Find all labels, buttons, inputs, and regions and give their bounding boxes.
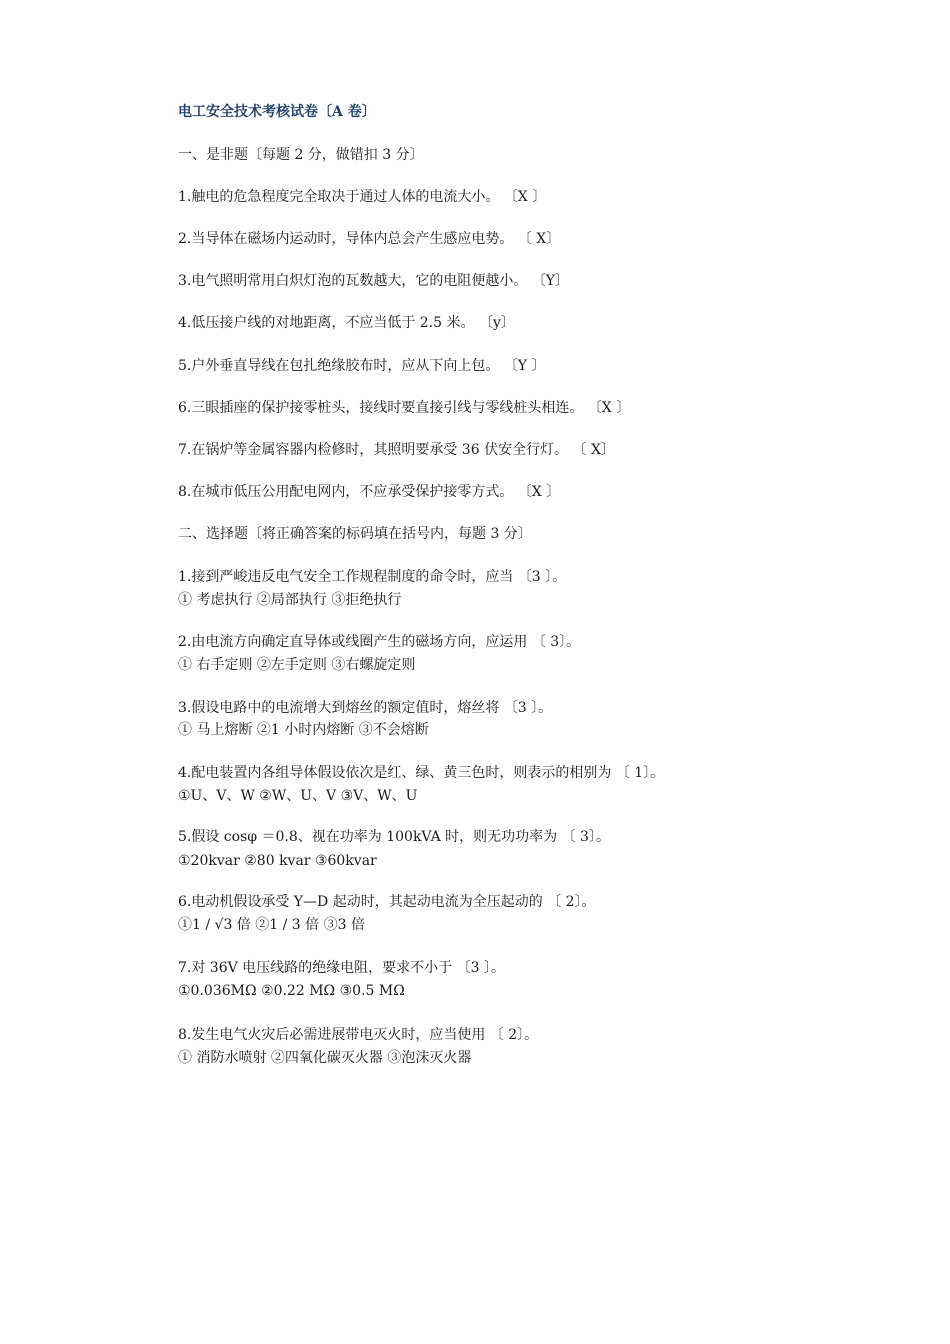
true-false-item-5: 5.户外垂直导线在包扎绝缘胶布时，应从下向上包。 〔Y 〕	[178, 358, 546, 374]
choice-question-3: 3.假设电路中的电流增大到熔丝的额定值时，熔丝将 〔3 〕。	[178, 700, 553, 716]
choice-question-5: 5.假设 cosφ ＝0.8、视在功率为 100kVA 时，则无功功率为 〔 3〕。	[178, 829, 610, 845]
true-false-item-3: 3.电气照明常用白炽灯泡的瓦数越大，它的电阻便越小。 〔Y〕	[178, 273, 570, 289]
choice-options-5: ①20kvar ②80 kvar ③60kvar	[178, 853, 377, 869]
choice-options-3: ① 马上熔断 ②1 小时内熔断 ③不会熔断	[178, 722, 429, 738]
choice-question-8: 8.发生电气火灾后必需进展带电灭火时，应当使用 〔 2〕。	[178, 1027, 539, 1043]
choice-options-2: ① 右手定则 ②左手定则 ③右螺旋定则	[178, 657, 416, 673]
true-false-item-7: 7.在锅炉等金属容器内检修时，其照明要承受 36 伏安全行灯。 〔 X〕	[178, 442, 615, 458]
choice-options-1: ① 考虑执行 ②局部执行 ③拒绝执行	[178, 592, 402, 608]
choice-options-4: ①U、V、W ②W、U、V ③V、W、U	[178, 788, 418, 804]
choice-options-8: ① 消防水喷射 ②四氧化碳灭火器 ③泡沫灭火器	[178, 1050, 472, 1066]
choice-options-6: ①1 / √3 倍 ②1 / 3 倍 ③3 倍	[178, 917, 365, 933]
true-false-item-4: 4.低压接户线的对地距离，不应当低于 2.5 米。 〔y〕	[178, 315, 515, 331]
true-false-item-6: 6.三眼插座的保护接零桩头，接线时要直接引线与零线桩头相连。 〔X 〕	[178, 400, 631, 416]
exam-title: 电工安全技术考核试卷〔A 卷〕	[178, 104, 376, 120]
choice-question-6: 6.电动机假设承受 Y—D 起动时，其起动电流为全压起动的 〔 2〕。	[178, 894, 596, 910]
section2-heading: 二、选择题〔将正确答案的标码填在括号内，每题 3 分〕	[178, 526, 532, 542]
choice-question-1: 1.接到严峻违反电气安全工作规程制度的命令时，应当 〔3 〕。	[178, 569, 567, 585]
true-false-item-8: 8.在城市低压公用配电网内，不应承受保护接零方式。 〔X 〕	[178, 484, 561, 500]
true-false-item-1: 1.触电的危急程度完全取决于通过人体的电流大小。 〔X 〕	[178, 189, 547, 205]
choice-question-2: 2.由电流方向确定直导体或线圈产生的磁场方向，应运用 〔 3〕。	[178, 634, 581, 650]
choice-question-4: 4.配电装置内各组导体假设依次是红、绿、黄三色时，则表示的相别为 〔 1〕。	[178, 765, 665, 781]
section1-heading: 一、是非题〔每题 2 分，做错扣 3 分〕	[178, 147, 424, 163]
choice-options-7: ①0.036MΩ ②0.22 MΩ ③0.5 MΩ	[178, 983, 405, 999]
choice-question-7: 7.对 36V 电压线路的绝缘电阻，要求不小于 〔3 〕。	[178, 960, 505, 976]
true-false-item-2: 2.当导体在磁场内运动时，导体内总会产生感应电势。 〔 X〕	[178, 231, 561, 247]
